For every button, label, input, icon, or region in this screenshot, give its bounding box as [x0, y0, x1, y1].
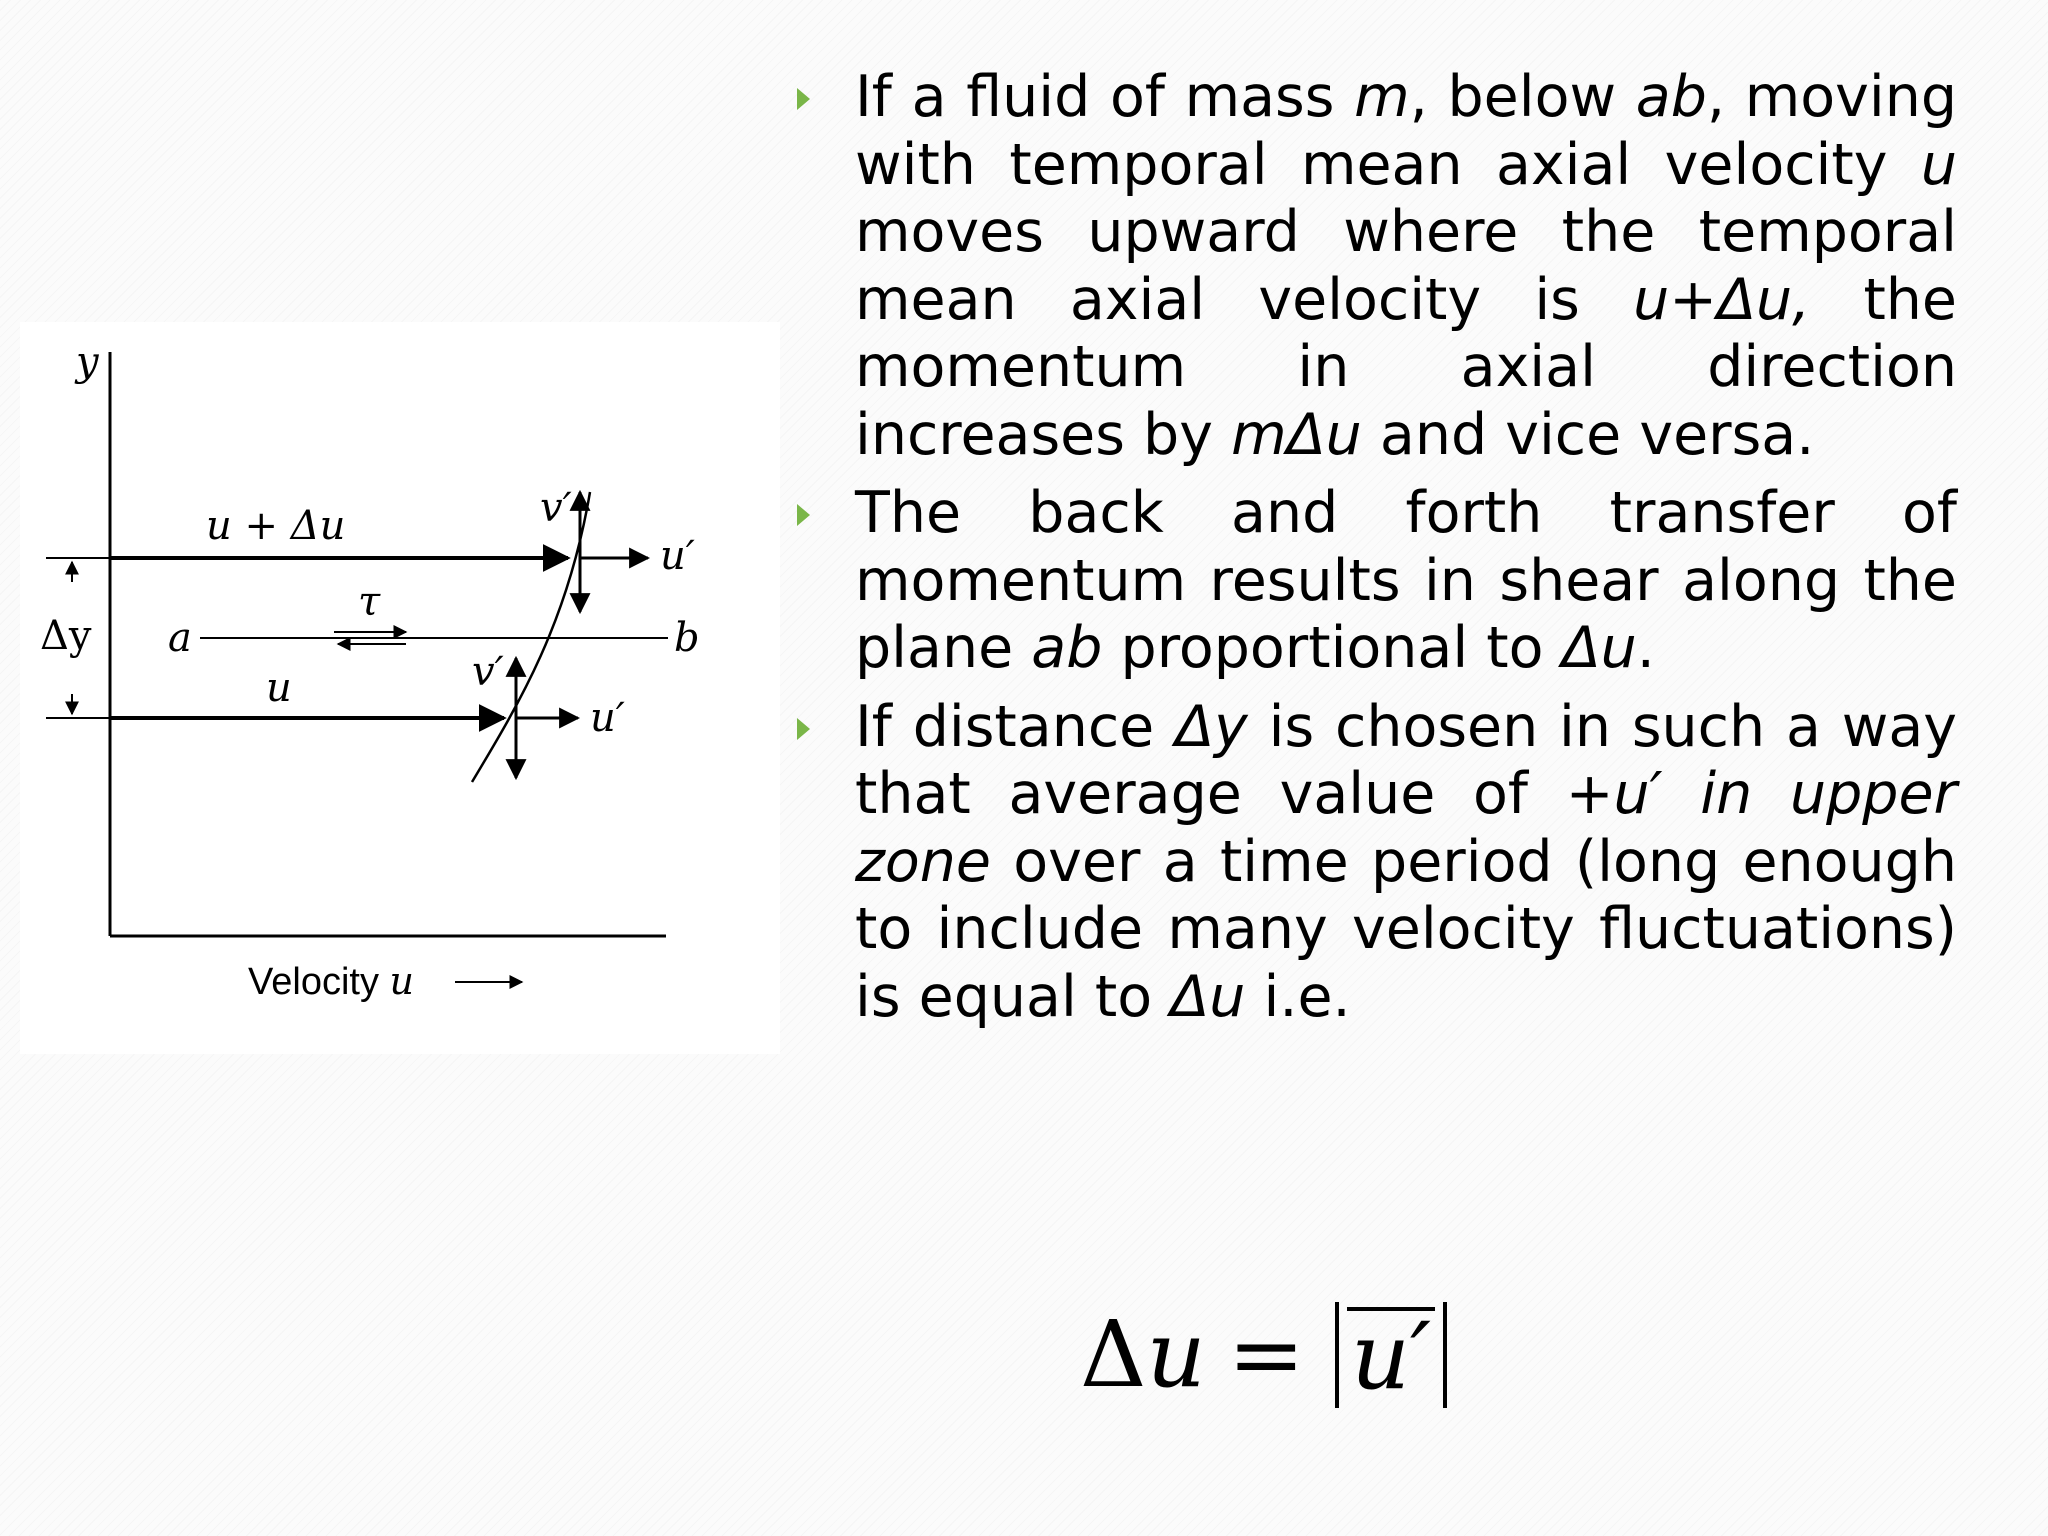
equation-rhs-variable: u′: [1350, 1303, 1431, 1410]
italic-segment: Δu: [1561, 615, 1637, 681]
bullet-text: [855, 694, 1957, 1030]
text-segment: If distance: [855, 693, 1176, 760]
text-segment: , below: [1409, 64, 1636, 130]
text-segment: and vice versa.: [1361, 401, 1815, 468]
bullet-text: [855, 480, 1957, 681]
text-segment: .: [1636, 615, 1655, 681]
x-axis-caption-symbol: u: [389, 959, 415, 1003]
bullet-item: [855, 64, 1957, 469]
text-segment: If a fluid of mass: [855, 64, 1355, 130]
italic-segment: ab: [1031, 615, 1103, 681]
text-segment: i.e.: [1245, 963, 1351, 1030]
text-segment: , moving with temporal mean axial velocity: [855, 64, 1957, 198]
x-axis-caption-text: Velocity: [248, 961, 379, 1003]
equation: [1080, 1290, 1455, 1420]
point-b-label: b: [674, 615, 700, 661]
italic-segment: Δu: [1170, 963, 1246, 1030]
upper-v-prime-label: v′: [540, 485, 572, 531]
shear-label: τ: [358, 579, 381, 625]
italic-segment: m: [1354, 64, 1410, 130]
point-a-label: a: [168, 615, 192, 661]
upper-velocity-label: u + Δu: [206, 503, 346, 549]
absolute-value-bar-right: [1443, 1302, 1447, 1408]
bullet-arrow-icon: [797, 88, 810, 110]
lower-u-prime-label: u′: [590, 695, 625, 741]
lower-v-prime-label: v′: [472, 649, 504, 695]
bullet-text: [855, 64, 1957, 468]
text-segment: over a time period (long enough to include many velocity fluctuations) is equal to: [855, 828, 1957, 1030]
italic-segment: ab: [1635, 64, 1707, 130]
bullet-item: [855, 480, 1957, 683]
text-segment: is chosen in such a way that average value of: [855, 693, 1957, 827]
diagram-drawing: [20, 322, 780, 1054]
italic-segment: u+Δu,: [1633, 266, 1811, 333]
upper-u-prime-label: u′: [660, 533, 695, 579]
x-axis-caption: [248, 959, 415, 1003]
italic-segment: Δy: [1175, 693, 1248, 760]
equation-lhs-variable: u: [1146, 1301, 1206, 1408]
italic-segment: u: [1920, 131, 1957, 198]
velocity-profile-diagram: [20, 322, 780, 1054]
bullet-item: [855, 694, 1957, 1032]
y-axis-label: y: [76, 339, 99, 385]
absolute-value-bar-left: [1335, 1302, 1339, 1408]
italic-segment: mΔu: [1231, 401, 1362, 468]
equation-equals: =: [1227, 1301, 1305, 1408]
text-segment: The back and forth transfer of momentum results in shear along the plane: [855, 480, 1957, 681]
lower-velocity-label: u: [266, 665, 292, 711]
italic-segment: +u′ in upper zone: [855, 761, 1957, 895]
bullet-arrow-icon: [797, 718, 810, 740]
equation-delta: Δ: [1080, 1301, 1147, 1408]
mean-overline: [1347, 1303, 1435, 1410]
bullet-arrow-icon: [797, 504, 810, 526]
delta-y-label: Δy: [40, 613, 92, 659]
bullet-list: [855, 64, 1957, 1042]
text-segment: the momentum in axial direction increases by: [855, 266, 1957, 468]
text-segment: proportional to: [1102, 615, 1562, 681]
text-segment: moves upward where the temporal mean axial velocity is: [855, 199, 1957, 333]
